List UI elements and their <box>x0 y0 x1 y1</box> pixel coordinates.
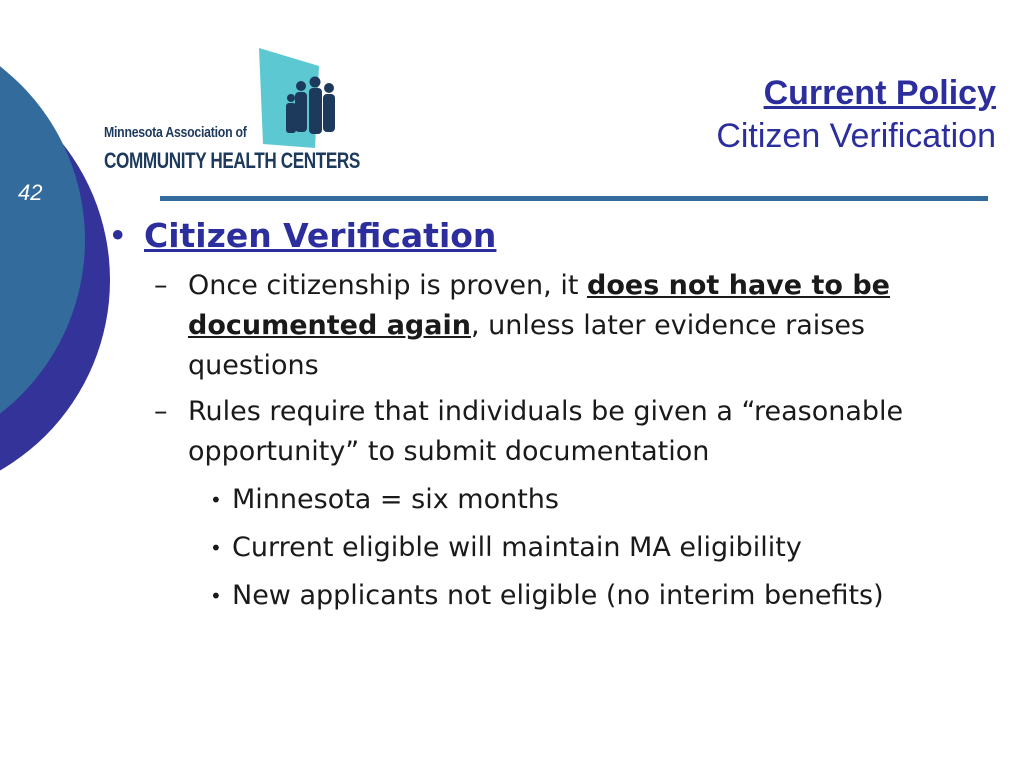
slide-number: 42 <box>18 180 43 205</box>
bullet-heading-item <box>104 212 984 260</box>
slide-subtitle: Citizen Verification <box>716 117 996 155</box>
sub-bullet-1-emphasis: does not have to be documented again <box>188 270 890 341</box>
bullet-icon: • <box>210 488 222 512</box>
list-item <box>210 480 984 520</box>
list-item-text: Current eligible will maintain MA eligibility <box>232 532 802 563</box>
sub-bullet-1-text-after: , unless later evidence raises questions <box>188 310 865 381</box>
title-divider <box>160 196 988 201</box>
people-silhouette-icon <box>259 48 339 148</box>
sub-bullet-2 <box>154 392 984 472</box>
list-item <box>210 528 984 568</box>
slide-title: Current Policy <box>763 74 996 112</box>
sub-bullet-1-text-before: Once citizenship is proven, it <box>188 270 587 301</box>
sub-bullet-2-text: Rules require that individuals be given a “reasonable opportunity” to submit documentation <box>188 396 904 467</box>
dash-icon: – <box>154 396 168 427</box>
dash-icon: – <box>154 270 168 301</box>
bullet-icon: • <box>108 216 128 255</box>
slide-content <box>104 212 984 616</box>
organization-logo <box>104 48 360 180</box>
list-item-text: New applicants not eligible (no interim benefits) <box>232 580 884 611</box>
list-item-text: Minnesota = six months <box>232 484 559 515</box>
bullet-icon: • <box>210 536 222 560</box>
bullet-icon: • <box>210 584 222 608</box>
logo-line-2: COMMUNITY HEALTH CENTERS <box>104 148 360 173</box>
sub-bullet-1 <box>154 266 984 386</box>
bullet-heading: Citizen Verification <box>144 216 497 255</box>
slide-title-block <box>716 72 996 158</box>
logo-line-1: Minnesota Association of <box>104 124 247 141</box>
list-item <box>210 576 984 616</box>
